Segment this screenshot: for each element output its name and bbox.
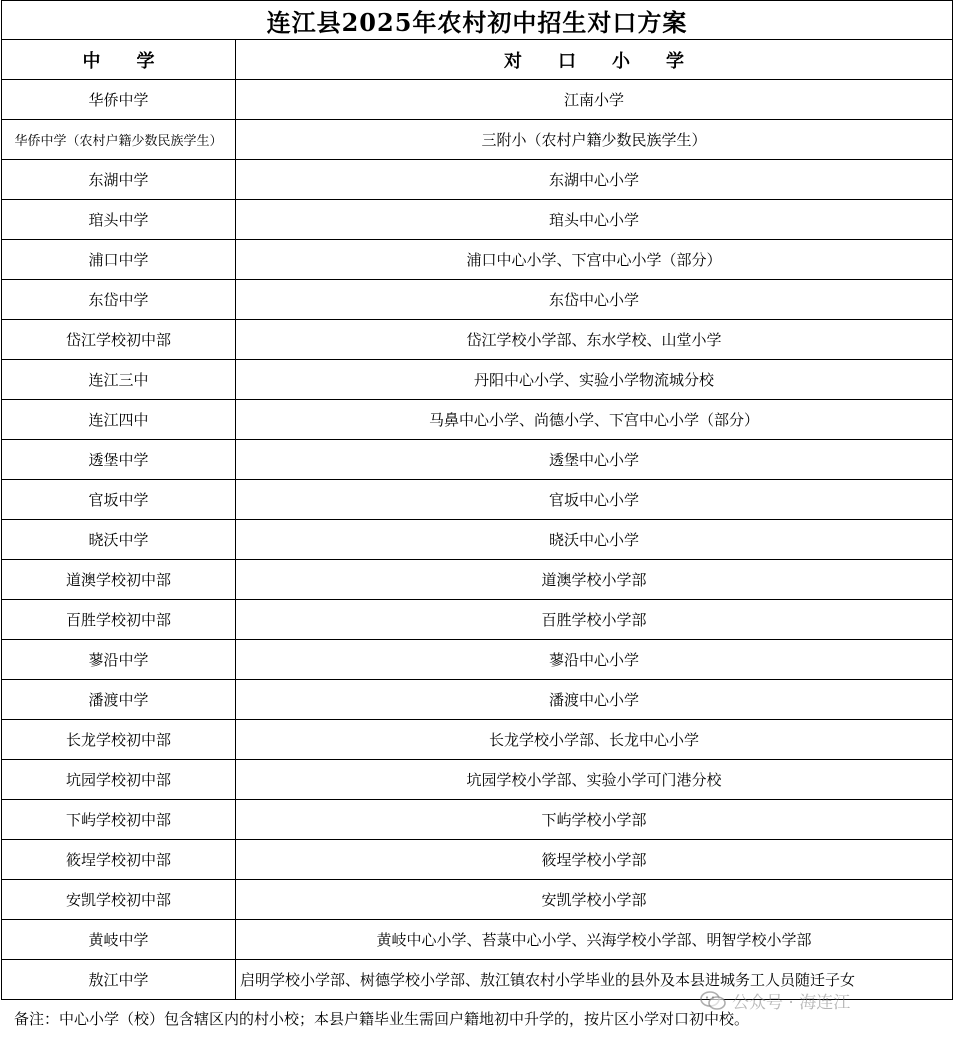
table-header <box>2 40 952 80</box>
table-row <box>2 880 952 920</box>
table-body <box>2 80 952 1000</box>
primary-school-cell: 丹阳中心小学、实验小学物流城分校 <box>473 371 714 389</box>
table-row <box>2 440 952 480</box>
table-row <box>2 120 952 160</box>
middle-school-cell: 长龙学校初中部 <box>2 720 236 759</box>
table-row <box>2 240 952 280</box>
wechat-icon <box>700 991 726 1011</box>
table-row <box>2 200 952 240</box>
table-row <box>2 560 952 600</box>
admission-table <box>1 0 953 1000</box>
primary-school-cell: 坑园学校小学部、实验小学可门港分校 <box>466 771 722 789</box>
middle-school-cell: 敖江中学 <box>2 960 236 999</box>
primary-school-cell: 浦口中心小学、下宫中心小学（部分） <box>466 251 722 269</box>
middle-school-cell: 晓沃中学 <box>2 520 236 559</box>
primary-school-cell: 东岱中心小学 <box>548 291 639 309</box>
middle-school-cell: 连江四中 <box>2 400 236 439</box>
middle-school-cell: 百胜学校初中部 <box>2 600 236 639</box>
primary-school-cell: 蓼沿中心小学 <box>548 651 639 669</box>
primary-school-cell: 筱埕学校小学部 <box>541 851 647 869</box>
header-primary-school: 对 口 小 学 <box>504 50 684 72</box>
table-row <box>2 80 952 120</box>
primary-school-cell: 透堡中心小学 <box>548 451 639 469</box>
page-title: 连江县2025年农村初中招生对口方案 <box>2 0 952 40</box>
middle-school-cell: 东湖中学 <box>2 160 236 199</box>
table-row <box>2 160 952 200</box>
primary-school-cell: 江南小学 <box>563 91 624 109</box>
primary-school-cell: 岱江学校小学部、东水学校、山堂小学 <box>466 331 722 349</box>
table-row <box>2 720 952 760</box>
table-row <box>2 480 952 520</box>
table-row <box>2 680 952 720</box>
middle-school-cell: 黄岐中学 <box>2 920 236 959</box>
primary-school-cell: 黄岐中心小学、苔菉中心小学、兴海学校小学部、明智学校小学部 <box>376 931 812 949</box>
header-middle-school: 中 学 <box>2 40 236 79</box>
primary-school-cell: 安凯学校小学部 <box>541 891 647 909</box>
primary-school-cell: 启明学校小学部、树德学校小学部、敖江镇农村小学毕业的县外及本县进城务工人员随迁子女 <box>240 971 856 989</box>
primary-school-cell: 晓沃中心小学 <box>548 531 639 549</box>
primary-school-cell: 琯头中心小学 <box>548 211 639 229</box>
middle-school-cell: 安凯学校初中部 <box>2 880 236 919</box>
table-row <box>2 360 952 400</box>
primary-school-cell: 长龙学校小学部、长龙中心小学 <box>488 731 699 749</box>
watermark <box>700 988 850 1013</box>
primary-school-cell: 道澳学校小学部 <box>541 571 647 589</box>
middle-school-cell: 琯头中学 <box>2 200 236 239</box>
middle-school-cell: 东岱中学 <box>2 280 236 319</box>
primary-school-cell: 马鼻中心小学、尚德小学、下宫中心小学（部分） <box>428 411 759 429</box>
table-row <box>2 760 952 800</box>
middle-school-cell: 透堡中学 <box>2 440 236 479</box>
primary-school-cell: 官坂中心小学 <box>548 491 639 509</box>
middle-school-cell: 岱江学校初中部 <box>2 320 236 359</box>
middle-school-cell: 道澳学校初中部 <box>2 560 236 599</box>
primary-school-cell: 下屿学校小学部 <box>541 811 647 829</box>
table-row <box>2 840 952 880</box>
footnote: 备注：中心小学（校）包含辖区内的村小校；本县户籍毕业生需回户籍地初中升学的，按片区小学对口初中校。 <box>14 1010 750 1028</box>
table-row <box>2 280 952 320</box>
primary-school-cell: 潘渡中心小学 <box>548 691 639 709</box>
middle-school-cell: 下屿学校初中部 <box>2 800 236 839</box>
middle-school-cell: 连江三中 <box>2 360 236 399</box>
primary-school-cell: 东湖中心小学 <box>548 171 639 189</box>
primary-school-cell: 三附小（农村户籍少数民族学生） <box>481 131 707 149</box>
table-row <box>2 520 952 560</box>
middle-school-cell: 潘渡中学 <box>2 680 236 719</box>
middle-school-cell: 筱埕学校初中部 <box>2 840 236 879</box>
table-row <box>2 640 952 680</box>
middle-school-cell: 坑园学校初中部 <box>2 760 236 799</box>
table-row <box>2 800 952 840</box>
middle-school-cell: 浦口中学 <box>2 240 236 279</box>
table-row <box>2 400 952 440</box>
middle-school-cell: 蓼沿中学 <box>2 640 236 679</box>
middle-school-cell: 华侨中学（农村户籍少数民族学生） <box>2 120 236 159</box>
table-row <box>2 600 952 640</box>
watermark-text: 公众号 · 海连江 <box>732 993 851 1013</box>
middle-school-cell: 官坂中学 <box>2 480 236 519</box>
middle-school-cell: 华侨中学 <box>2 80 236 119</box>
table-row <box>2 920 952 960</box>
primary-school-cell: 百胜学校小学部 <box>541 611 647 629</box>
table-row <box>2 320 952 360</box>
